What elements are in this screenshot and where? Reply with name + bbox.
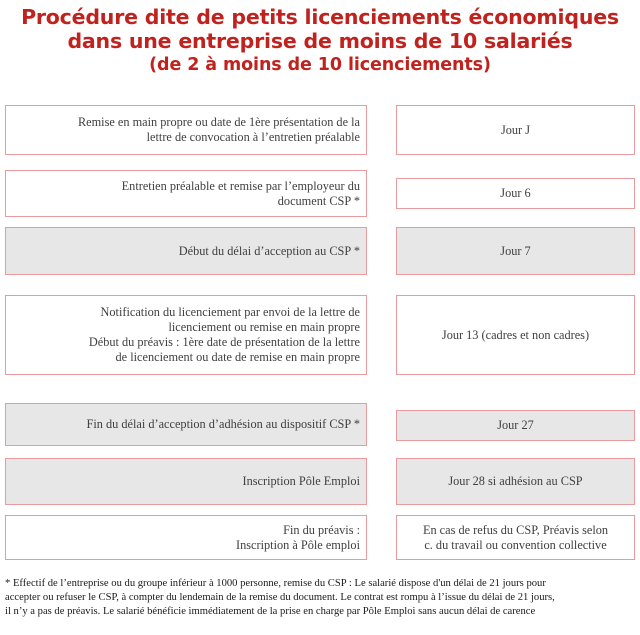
title-line-2: dans une entreprise de moins de 10 salariés: [67, 28, 573, 53]
step-day-line: Jour J: [500, 122, 531, 137]
step-description-line: Inscription Pôle Emploi: [242, 474, 360, 488]
footnote-line: il n’y a pas de préavis. Le salarié bénéficie immédiatement de la prise en charge par Pôle Emploi sans aucun délai de carence: [5, 606, 536, 618]
step-day-cell: [396, 410, 635, 441]
step-day-line: Jour 27: [497, 418, 534, 432]
step-day-line: c. du travail ou convention collective: [424, 537, 607, 552]
step-day-cell: [396, 295, 635, 375]
step-description-line: Fin du délai d’acception d’adhésion au dispositif CSP *: [86, 417, 360, 431]
step-description-line: Début du préavis : 1ère date de présentation de la lettre: [88, 335, 360, 349]
footnote-line: * Effectif de l’entreprise ou du groupe inférieur à 1000 personne, remise du CSP : Le salarié dispose d'un délai de 21 jours pour: [5, 578, 546, 589]
step-description-line: de licenciement ou date de remise en main propre: [115, 350, 360, 364]
step-day-cell: [396, 178, 635, 209]
step-description-cell: [5, 295, 367, 375]
step-description-cell: [5, 403, 367, 446]
step-description-cell: [5, 458, 367, 505]
step-description-line: Fin du préavis :: [283, 522, 360, 537]
step-day-line: Jour 28 si adhésion au CSP: [448, 474, 583, 488]
page-title: [0, 6, 640, 75]
step-description-cell: [5, 105, 367, 155]
step-day-cell: [396, 105, 635, 155]
step-day-line: Jour 6: [500, 186, 531, 200]
step-day-line: Jour 13 (cadres et non cadres): [441, 327, 590, 342]
footnote: [5, 577, 637, 619]
step-description-cell: [5, 170, 367, 217]
step-day-line: En cas de refus du CSP, Préavis selon: [422, 522, 609, 537]
title-line-3: (de 2 à moins de 10 licenciements): [149, 54, 491, 75]
step-description-line: Inscription à Pôle emploi: [236, 537, 360, 552]
step-day-cell: [396, 458, 635, 505]
step-day-cell: [396, 515, 635, 560]
step-description-line: Début du délai d’acception au CSP *: [178, 243, 360, 258]
step-description-line: Entretien préalable et remise par l’employeur du: [121, 178, 360, 193]
step-description-line: lettre de convocation à l’entretien préalable: [146, 130, 360, 144]
step-description-cell: [5, 515, 367, 560]
procedure-timeline-table: [0, 105, 640, 575]
footnote-line: accepter ou refuser le CSP, à compter du lendemain de la remise du document. Le contrat est rompu à l’issue du délai de 21 jours,: [5, 592, 555, 604]
step-description-line: Remise en main propre ou date de 1ère présentation de la: [77, 115, 360, 129]
step-description-line: document CSP *: [277, 193, 360, 208]
step-description-cell: [5, 227, 367, 275]
step-day-cell: [396, 227, 635, 275]
step-description-line: licenciement ou remise en main propre: [168, 320, 360, 334]
title-line-1: Procédure dite de petits licenciements économiques: [21, 5, 619, 29]
step-description-line: Notification du licenciement par envoi de la lettre de: [100, 305, 360, 319]
step-day-line: Jour 7: [500, 243, 531, 258]
